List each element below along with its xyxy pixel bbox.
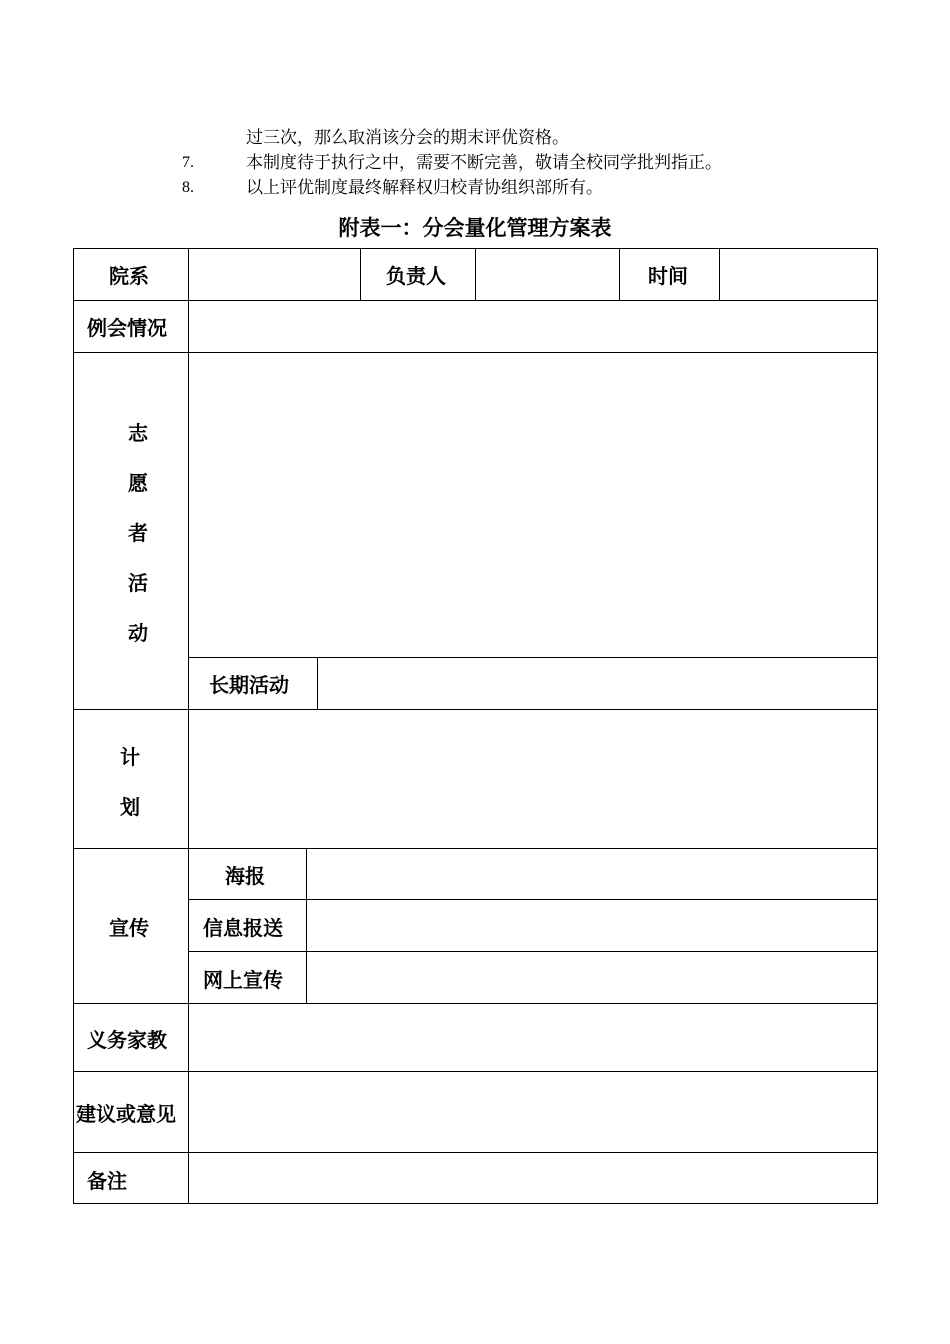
remarks-field[interactable]: [189, 1153, 877, 1203]
publicity-label: 宣传: [109, 916, 149, 940]
list-number-7: 7.: [182, 154, 194, 171]
time-field[interactable]: [720, 249, 877, 300]
meeting-label: 例会情况: [87, 316, 167, 340]
info-report-field[interactable]: [307, 900, 877, 951]
meeting-field[interactable]: [189, 301, 877, 352]
poster-label: 海报: [225, 864, 265, 888]
dept-label: 院系: [109, 264, 149, 288]
list-number-8: 8.: [182, 179, 194, 196]
longterm-activity-label: 长期活动: [209, 673, 289, 697]
longterm-activity-field[interactable]: [318, 658, 877, 709]
column-divider: [360, 248, 361, 300]
plan-char: 划: [120, 795, 140, 819]
poster-field[interactable]: [307, 849, 877, 899]
volunteer-activity-field[interactable]: [189, 353, 877, 657]
time-label: 时间: [648, 264, 688, 288]
table-title: 附表一：分会量化管理方案表: [338, 216, 612, 240]
list-item-7: 本制度待于执行之中，需要不断完善，敬请全校同学批判指正。: [246, 153, 722, 173]
column-divider: [619, 248, 620, 300]
plan-field[interactable]: [189, 710, 877, 848]
volunteer-char: 者: [128, 521, 148, 545]
suggestion-label: 建议或意见: [76, 1102, 176, 1126]
volunteer-char: 动: [128, 621, 148, 645]
volunteer-char: 志: [128, 421, 148, 445]
leader-label: 负责人: [386, 264, 446, 288]
suggestion-field[interactable]: [189, 1072, 877, 1152]
volunteer-char: 活: [128, 571, 148, 595]
list-item-8: 以上评优制度最终解释权归校青协组织部所有。: [246, 178, 603, 198]
dept-field[interactable]: [189, 249, 360, 300]
plan-char: 计: [120, 745, 140, 769]
tutoring-field[interactable]: [189, 1004, 877, 1071]
info-report-label: 信息报送: [203, 916, 283, 940]
online-publicity-label: 网上宣传: [203, 968, 283, 992]
paragraph-line: 过三次，那么取消该分会的期末评优资格。: [246, 128, 569, 148]
leader-field[interactable]: [476, 249, 619, 300]
volunteer-char: 愿: [128, 471, 148, 495]
tutoring-label: 义务家教: [87, 1028, 167, 1052]
remarks-label: 备注: [87, 1169, 127, 1193]
online-publicity-field[interactable]: [307, 952, 877, 1003]
